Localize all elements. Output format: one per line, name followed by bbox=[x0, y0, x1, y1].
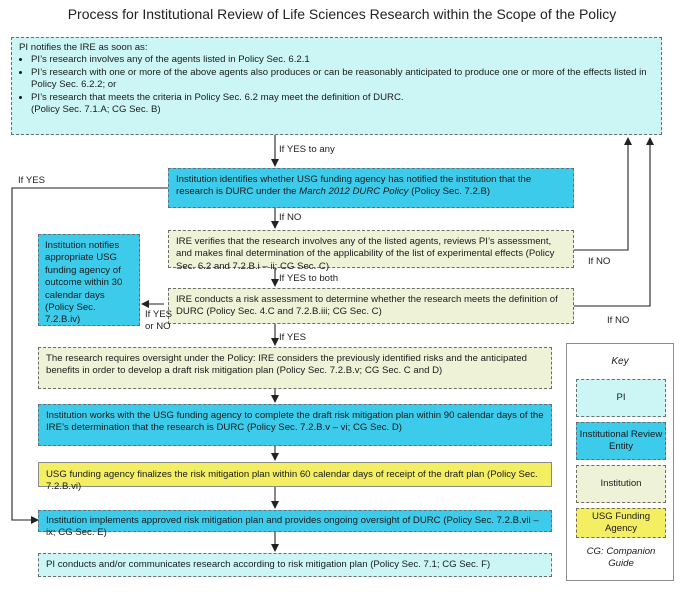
legend-pi-swatch bbox=[576, 379, 666, 417]
legend-institution-label: Institution bbox=[600, 478, 642, 489]
label-if-no-right-2: If NO bbox=[607, 315, 630, 326]
legend-usg-label: USG Funding Agency bbox=[591, 511, 651, 534]
agency-finalizes-box bbox=[38, 462, 552, 493]
ire-verifies-text: IRE verifies that the research involves any of the listed agents, reviews PI’s assessment, and makes final determination of the applicability of the list of experimental effects (Policy Sec. 6.2 and 7.2.B.i – ii; CG Sec. C) bbox=[176, 236, 555, 272]
pi-notifies-reference: (Policy Sec. 7.1.A; CG Sec. B) bbox=[31, 104, 161, 116]
implements-plan-box bbox=[38, 510, 552, 539]
label-if-no: If NO bbox=[279, 212, 302, 223]
agency-finalizes-text: USG funding agency finalizes the risk mitigation plan within 60 calendar days of receipt of the draft plan (Policy Sec. 7.2.B.vi) bbox=[46, 469, 538, 493]
bullet-item: • PI’s research that meets the criteria in Policy Sec. 6.2 may meet the definition of DURC. bbox=[31, 92, 654, 104]
diagram-title: Process for Institutional Review of Life Sciences Research within the Scope of the Policy bbox=[67, 6, 617, 22]
legend-usg-swatch bbox=[576, 508, 666, 538]
label-if-yes: If YES bbox=[279, 332, 307, 343]
legend-ire-label: Institutional Review Entity bbox=[579, 429, 663, 452]
pi-conducts-text: PI conducts and/or communicates research according to risk mitigation plan (Policy Sec. 7.1; CG Sec. F) bbox=[46, 559, 491, 570]
legend-ire-swatch bbox=[576, 422, 666, 460]
label-if-yes-left: If YES bbox=[18, 175, 46, 186]
legend-institution-swatch bbox=[576, 465, 666, 503]
institution-identifies-ref: (Policy Sec. 7.2.B) bbox=[408, 186, 491, 198]
durc-policy-title: March 2012 DURC Policy bbox=[299, 186, 409, 198]
bullet-item: • PI’s research with one or more of the above agents also produces or can be reasonably anticipated to produce one or more of the effects listed in Policy Sec. 6.2.2; or bbox=[31, 67, 654, 92]
label-or-no: or NO bbox=[145, 321, 171, 332]
label-if-yes-to-any: If YES to any bbox=[279, 144, 335, 155]
ire-verifies-box bbox=[168, 230, 574, 272]
label-if-yes-or: If YES bbox=[145, 309, 173, 320]
bullet-item: • PI’s research involves any of the agents listed in Policy Sec. 6.2.1 bbox=[31, 54, 654, 66]
institution-notifies-agency-text: Institution notifies appropriate USG funding agency of outcome within 30 calendar days (Policy Sec. 7.2.B.iv) bbox=[45, 240, 123, 326]
pi-conducts-box bbox=[38, 553, 552, 577]
pi-notifies-intro: PI notifies the IRE as soon as: bbox=[19, 42, 148, 53]
legend-note: CG: Companion Guide bbox=[586, 546, 656, 569]
ire-risk-assessment-box bbox=[168, 288, 574, 324]
ire-risk-assessment-text: IRE conducts a risk assessment to determine whether the research meets the definition of DURC (Policy Sec. 4.C and 7.2.B.iii; CG Sec. C) bbox=[176, 294, 558, 318]
legend-pi-label: PI bbox=[616, 392, 626, 403]
institution-identifies-box bbox=[168, 168, 574, 208]
institution-notifies-agency-box bbox=[38, 234, 140, 326]
label-if-yes-to-both: If YES to both bbox=[279, 273, 339, 284]
work-with-agency-text: Institution works with the USG funding agency to complete the draft risk mitigation plan within 90 calendar days of the IRE’s determination that the research is DURC (Policy Sec. 7.2.B.v – vi; CG Sec. D) bbox=[46, 410, 544, 434]
pi-notifies-bullet-list bbox=[19, 54, 654, 104]
label-if-no-right-1: If NO bbox=[588, 256, 611, 267]
work-with-agency-box bbox=[38, 404, 552, 446]
institution-identifies-text: Institution identifies whether USG funding agency has notified the institution that the research is DURC under the bbox=[176, 174, 532, 198]
oversight-required-box bbox=[38, 347, 552, 389]
legend-key bbox=[566, 343, 674, 581]
implements-plan-text: Institution implements approved risk mitigation plan and provides ongoing oversight of DURC (Policy Sec. 7.2.B.vii – ix; CG Sec. E) bbox=[46, 515, 539, 539]
legend-title: Key bbox=[611, 356, 629, 367]
pi-notifies-ire-box bbox=[11, 37, 662, 135]
oversight-required-text: The research requires oversight under the Policy: IRE considers the previously identified risks and the anticipated benefits in order to develop a draft risk mitigation plan (Policy Sec. 7.2.B.v; CG Sec. C and D) bbox=[46, 353, 528, 377]
